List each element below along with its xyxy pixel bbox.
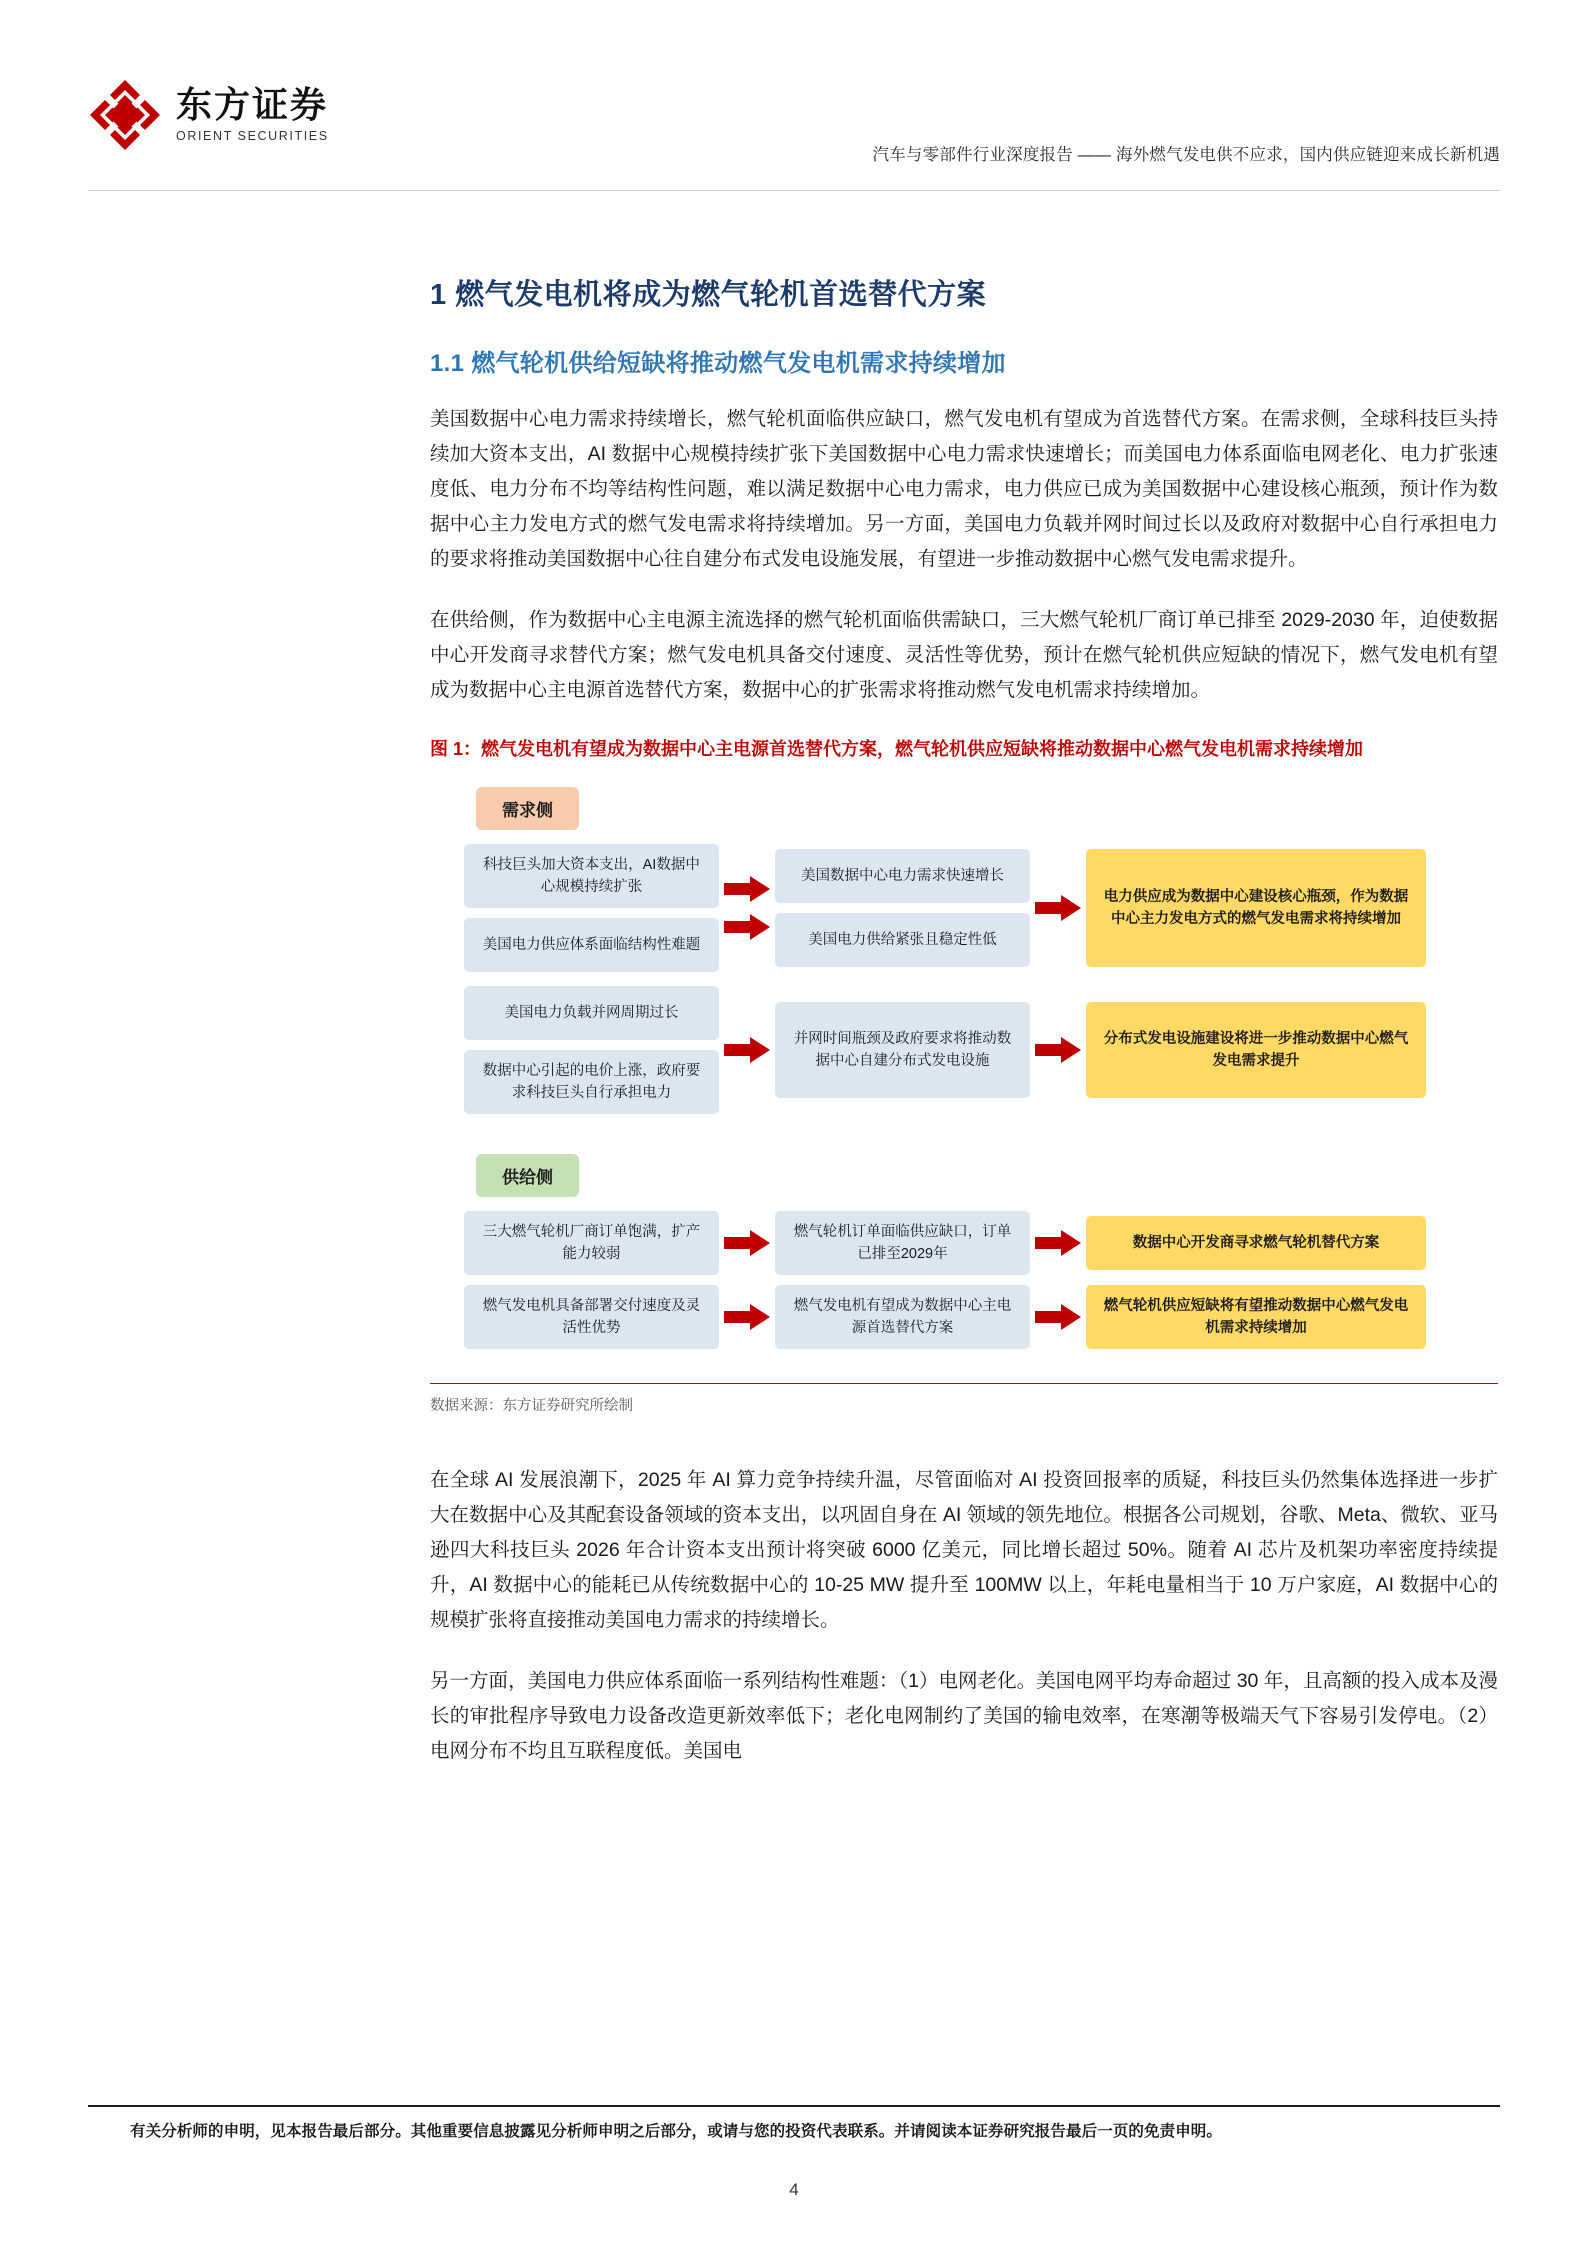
- demand-left-box-3: 美国电力负载并网周期过长: [464, 986, 719, 1040]
- supply-right-box-1: 数据中心开发商寻求燃气轮机替代方案: [1086, 1216, 1426, 1270]
- demand-group-1: [464, 844, 1464, 972]
- demand-middle-box-3: 并网时间瓶颈及政府要求将推动数据中心自建分布式发电设施: [775, 1002, 1030, 1098]
- report-header-title: 汽车与零部件行业深度报告 —— 海外燃气发电供不应求，国内供应链迎来成长新机遇: [872, 146, 1500, 164]
- arrow-right-icon: [1030, 894, 1086, 922]
- orient-securities-logo-icon: [88, 78, 162, 152]
- arrow-right-icon: [719, 1036, 775, 1064]
- paragraph-3: 在全球 AI 发展浪潮下，2025 年 AI 算力竞争持续升温，尽管面临对 AI 投资回报率的质疑，科技巨头仍然集体选择进一步扩大在数据中心及其配套设备领域的资本支出，以巩固自身在 AI 领域的领先地位。根据各公司规划，谷歌、Meta、微软、亚马逊四大科技巨头 2026 年合计资本支出预计将突破 6000 亿美元，同比增长超过 50%。随着 AI 芯片及机架功率密度持续提升，AI 数据中心的能耗已从传统数据中心的 10-25 MW 提升至 100MW 以上，年耗电量相当于 10 万户家庭，AI 数据中心的规模扩张将直接推动美国电力需求的持续增长。: [430, 1469, 1498, 1631]
- arrow-right-icon: [719, 1229, 775, 1257]
- brand-logo: [88, 78, 329, 152]
- page-header: [88, 78, 1500, 173]
- demand-group-2: [464, 986, 1464, 1114]
- demand-right-box-2: 分布式发电设施建设将进一步推动数据中心燃气发电需求提升: [1086, 1002, 1426, 1098]
- demand-middle-box-1: 美国数据中心电力需求快速增长: [775, 849, 1030, 903]
- demand-left-box-4: 数据中心引起的电价上涨，政府要求科技巨头自行承担电力: [464, 1050, 719, 1114]
- demand-side-band: 需求侧: [476, 787, 579, 830]
- subsection-title: 1.1 燃气轮机供给短缺将推动燃气发电机需求持续增加: [430, 350, 1006, 377]
- logo-text-cn: 东方证券: [176, 84, 329, 126]
- supply-left-box-1: 三大燃气轮机厂商订单饱满，扩产能力较弱: [464, 1211, 719, 1275]
- page-number: 4: [789, 2180, 799, 2199]
- demand-group-2-left: [464, 986, 719, 1114]
- demand-right-box-1: 电力供应成为数据中心建设核心瓶颈，作为数据中心主力发电方式的燃气发电需求将持续增加: [1086, 849, 1426, 967]
- supply-row-2: [464, 1285, 1464, 1349]
- footer-divider: [88, 2105, 1500, 2107]
- paragraph-1: 美国数据中心电力需求持续增长，燃气轮机面临供应缺口，燃气发电机有望成为首选替代方案。在需求侧，全球科技巨头持续加大资本支出，AI 数据中心规模持续扩张下美国数据中心电力需求快速增长；而美国电力体系面临电网老化、电力扩张速度低、电力分布不均等结构性问题，难以满足数据中心电力需求，电力供应已成为美国数据中心建设核心瓶颈，预计作为数据中心主力发电方式的燃气发电需求将持续增加。另一方面，美国电力负载并网时间过长以及政府对数据中心自行承担电力的要求将推动美国数据中心往自建分布式发电设施发展，有望进一步推动数据中心燃气发电需求提升。: [430, 408, 1498, 570]
- footer-disclaimer: 有关分析师的申明，见本报告最后部分。其他重要信息披露见分析师申明之后部分，或请与您的投资代表联系。并请阅读本证券研究报告最后一页的免责申明。: [130, 2123, 1223, 2140]
- header-divider: [88, 190, 1500, 191]
- supply-middle-box-2: 燃气发电机有望成为数据中心主电源首选替代方案: [775, 1285, 1030, 1349]
- demand-group-1-arrows-a: [719, 875, 775, 941]
- supply-left-box-2: 燃气发电机具备部署交付速度及灵活性优势: [464, 1285, 719, 1349]
- supply-row-1: [464, 1211, 1464, 1275]
- demand-group-1-left: [464, 844, 719, 972]
- supply-right-box-2: 燃气轮机供应短缺将有望推动数据中心燃气发电机需求持续增加: [1086, 1285, 1426, 1349]
- figure-source: 数据来源：东方证券研究所绘制: [430, 1383, 1498, 1415]
- supply-side-band: 供给侧: [476, 1154, 579, 1197]
- figure-caption: 图 1：燃气发电机有望成为数据中心主电源首选替代方案，燃气轮机供应短缺将推动数据中心燃气发电机需求持续增加: [430, 739, 1364, 759]
- page-content: [430, 272, 1498, 1795]
- supply-middle-box-1: 燃气轮机订单面临供应缺口，订单已排至2029年: [775, 1211, 1030, 1275]
- demand-group-1-middle: [775, 849, 1030, 967]
- paragraph-2: 在供给侧，作为数据中心主电源主流选择的燃气轮机面临供需缺口，三大燃气轮机厂商订单已排至 2029-2030 年，迫使数据中心开发商寻求替代方案；燃气发电机具备交付速度、灵活性等优势，预计在燃气轮机供应短缺的情况下，燃气发电机有望成为数据中心主电源首选替代方案，数据中心的扩张需求将推动燃气发电机需求持续增加。: [430, 609, 1498, 701]
- logo-text-en: ORIENT SECURITIES: [176, 129, 329, 144]
- arrow-right-icon: [719, 875, 775, 903]
- demand-left-box-2: 美国电力供应体系面临结构性难题: [464, 918, 719, 972]
- supply-rows: [464, 1211, 1464, 1349]
- figure-diagram: [464, 787, 1464, 1365]
- demand-middle-box-2: 美国电力供给紧张且稳定性低: [775, 913, 1030, 967]
- demand-left-box-1: 科技巨头加大资本支出，AI数据中心规模持续扩张: [464, 844, 719, 908]
- arrow-right-icon: [1030, 1229, 1086, 1257]
- arrow-right-icon: [1030, 1303, 1086, 1331]
- figure-1: [430, 734, 1498, 1415]
- arrow-right-icon: [719, 913, 775, 941]
- arrow-right-icon: [719, 1303, 775, 1331]
- section-title: 1 燃气发电机将成为燃气轮机首选替代方案: [430, 279, 987, 311]
- demand-rows: [464, 844, 1464, 1114]
- arrow-right-icon: [1030, 1036, 1086, 1064]
- paragraph-4: 另一方面，美国电力供应体系面临一系列结构性难题：（1）电网老化。美国电网平均寿命超过 30 年，且高额的投入成本及漫长的审批程序导致电力设备改造更新效率低下；老化电网制约了美国的输电效率，在寒潮等极端天气下容易引发停电。（2）电网分布不均且互联程度低。美国电: [430, 1670, 1498, 1762]
